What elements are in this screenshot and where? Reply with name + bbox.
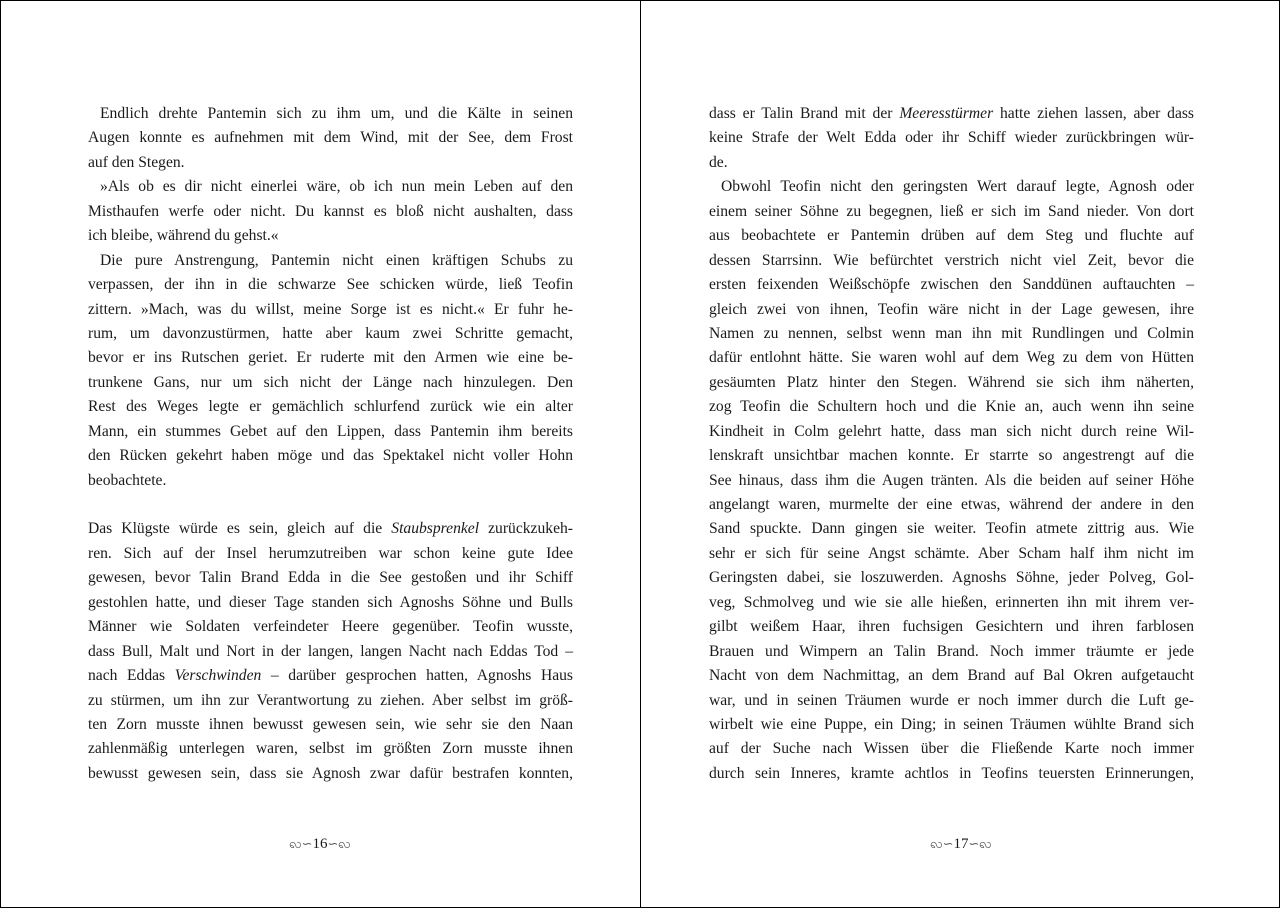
line-text: angelangt waren, murmelte der eine etwas, während der andere in den: [709, 496, 1194, 513]
text-line: [88, 762, 573, 786]
line-text: Endlich drehte Pantemin sich zu ihm um, und die Kälte in seinen: [100, 105, 573, 122]
line-text: trunkene Gans, nur um sich nicht der Länge nach hinzulegen. Den: [88, 373, 573, 391]
text-line: [709, 322, 1194, 346]
text-line: [88, 322, 573, 346]
line-text: ren. Sich auf der Insel herumzutreiben war schon keine gute Idee: [88, 544, 573, 562]
line-text: den Rücken gekehrt haben möge und das Spektakel nicht voller Hohn: [88, 447, 573, 465]
text-line: [88, 664, 573, 688]
text-line: [709, 444, 1194, 468]
line-text: Das Klügste würde es sein, gleich auf die: [88, 520, 392, 538]
text-line: [88, 200, 573, 224]
line-text: Nacht von dem Nachmittag, an dem Brand auf Bal Okren aufgetaucht: [709, 667, 1194, 685]
text-line: [709, 542, 1194, 566]
text-line: [709, 395, 1194, 419]
line-text: Misthaufen werfe oder nicht. Du kannst es bloß nicht aushalten, dass: [88, 202, 573, 220]
italic-title: Staubsprenkel: [391, 520, 480, 538]
text-line: [709, 469, 1194, 493]
text-line: [709, 737, 1194, 761]
italic-title: Meeresstürmer: [899, 105, 994, 122]
line-text: zurückzukeh-: [479, 520, 573, 538]
line-text: de.: [709, 153, 728, 171]
text-line: [709, 249, 1194, 273]
text-line: [709, 517, 1194, 541]
line-text: gesäumten Platz hinter den Stegen. Während sie sich ihm näherten,: [709, 373, 1194, 391]
line-text: durch sein Inneres, kramte achtlos in Teofins teuersten Erinnerungen,: [709, 764, 1194, 782]
text-line: [709, 689, 1194, 713]
line-text: rum, um davonzustürmen, hatte aber kaum zwei Schritte gemacht,: [88, 324, 573, 342]
line-text: dafür entlohnt hätte. Sie waren wohl auf dem Weg zu dem von Hütten: [709, 349, 1194, 367]
text-line: [88, 224, 573, 248]
line-text: verpassen, der ihn in die schwarze See schicken würde, ließ Teofin: [88, 276, 573, 294]
text-line: [88, 444, 573, 468]
text-line: [88, 542, 573, 566]
line-text: Männer wie Soldaten verfeindeter Heere gegenüber. Teofin wusste,: [88, 618, 573, 636]
line-text: Obwohl Teofin nicht den geringsten Wert darauf legte, Agnosh oder: [721, 178, 1194, 196]
ornament-left-icon: ꩮ∽: [930, 836, 954, 851]
line-text: ich bleibe, während du gehst.«: [88, 227, 279, 245]
text-line: [88, 151, 573, 175]
line-text: Geringsten dabei, sie loszuwerden. Agnoshs Söhne, jeder Polveg, Gol-: [709, 569, 1194, 587]
line-text: lenskraft unsichtbar machen konnte. Er starrte so angestrengt auf die: [709, 447, 1194, 465]
text-line: [88, 615, 573, 639]
ornament-right-icon: ∽ꩮ: [968, 836, 992, 851]
text-line: [709, 224, 1194, 248]
text-line: [709, 664, 1194, 688]
text-line: [88, 273, 573, 297]
line-text: ersten feixenden Weißschöpfe zwischen den Sanddünen auftauchten –: [709, 276, 1194, 294]
text-line: [709, 346, 1194, 370]
line-text: dass er Talin Brand mit der: [709, 105, 900, 122]
line-text: wirbelt wie eine Puppe, ein Ding; in seinen Träumen wühlte Brand sich: [709, 715, 1194, 733]
page-number: 17: [953, 836, 969, 852]
line-text: bevor er ins Rutschen geriet. Er ruderte mit den Armen wie eine be-: [88, 349, 573, 367]
line-text: auf den Stegen.: [88, 153, 185, 171]
line-text: Die pure Anstrengung, Pantemin nicht einen kräftigen Schubs zu: [100, 251, 573, 269]
line-text: gleich zwei von ihnen, Teofin wäre nicht in der Lage gewesen, ihre: [709, 300, 1194, 318]
text-line: [709, 640, 1194, 664]
line-text: Sand spuckte. Dann gingen sie weiter. Teofin atmete zittrig aus. Wie: [709, 520, 1194, 538]
text-line: [88, 371, 573, 395]
right-page-text: [709, 102, 1194, 786]
line-text: einem seiner Söhne zu begegnen, ließ er sich im Sand nieder. Von dort: [709, 202, 1194, 220]
text-line: [88, 126, 573, 150]
text-line: [709, 591, 1194, 615]
text-line: [88, 249, 573, 273]
text-line: [709, 298, 1194, 322]
line-text: nach Eddas: [88, 667, 175, 685]
text-line: [88, 420, 573, 444]
page-number-right: [641, 836, 1280, 855]
text-line: [709, 200, 1194, 224]
line-text: Brauen und Wimpern an Talin Brand. Noch immer träumte er jede: [709, 642, 1194, 660]
text-line: [709, 420, 1194, 444]
line-text: Kindheit in Colm gelehrt hatte, dass man sich nicht durch reine Wil-: [709, 422, 1194, 440]
line-text: gewesen, bevor Talin Brand Edda in die See gestoßen und ihr Schiff: [88, 569, 573, 587]
text-line: [709, 126, 1194, 150]
line-text: zu stürmen, um ihn zur Verantwortung zu ziehen. Aber selbst im größ-: [88, 691, 573, 709]
line-text: Rest des Weges legte er gemächlich schlurfend zurück wie ein alter: [88, 398, 573, 416]
text-line: [88, 517, 573, 541]
text-line: [88, 591, 573, 615]
text-line: [709, 371, 1194, 395]
line-text: hatte ziehen lassen, aber dass: [993, 105, 1194, 122]
text-line: [709, 493, 1194, 517]
line-text: Augen konnte es aufnehmen mit dem Wind, mit der See, dem Frost: [88, 129, 573, 147]
line-text: keine Strafe der Welt Edda oder ihr Schiff wieder zurückbringen wür-: [709, 129, 1194, 147]
line-text: veg, Schmolveg und wie sie alle hießen, erinnerten ihn mit ihrem ver-: [709, 593, 1194, 611]
right-page: [641, 0, 1280, 908]
text-line: [88, 737, 573, 761]
ornament-right-icon: ∽ꩮ: [327, 836, 351, 851]
text-line: [88, 713, 573, 737]
text-line: [88, 298, 573, 322]
text-line: [88, 566, 573, 590]
line-text: bewusst gewesen sein, dass sie Agnosh zwar dafür bestrafen konnten,: [88, 764, 573, 782]
line-text: »Als ob es dir nicht einerlei wäre, ob ich nun mein Leben auf den: [100, 178, 573, 196]
line-text: gilbt weißem Haar, ihren fuchsigen Gesichtern und ihren farblosen: [709, 618, 1194, 636]
left-page-text: [88, 102, 573, 786]
text-line: [88, 469, 573, 493]
line-text: war, und in seinen Träumen wurde er noch immer durch die Luft ge-: [709, 691, 1194, 709]
text-line: [88, 346, 573, 370]
line-text: beobachtete.: [88, 471, 167, 489]
line-text: aus beobachtete er Pantemin drüben auf dem Steg und fluchte auf: [709, 227, 1194, 245]
page-number: 16: [312, 836, 328, 852]
line-text: zog Teofin die Schultern hoch und die Knie an, auch wenn ihn seine: [709, 398, 1194, 416]
text-line: [709, 713, 1194, 737]
ornament-left-icon: ꩮ∽: [289, 836, 313, 851]
text-line: [88, 640, 573, 664]
line-text: Mann, ein stummes Gebet auf den Lippen, dass Pantemin ihm bereits: [88, 422, 573, 440]
paragraph-break: [88, 493, 573, 517]
text-line: [709, 102, 1194, 126]
italic-title: Verschwinden: [174, 667, 262, 685]
text-line: [88, 175, 573, 199]
text-line: [709, 273, 1194, 297]
text-line: [88, 689, 573, 713]
line-text: Namen zu nennen, selbst wenn man ihn mit Rundlingen und Colmin: [709, 324, 1194, 342]
line-text: auf der Suche nach Wissen über die Fließende Karte noch immer: [709, 740, 1194, 758]
line-text: gestohlen hatte, und dieser Tage standen sich Agnoshs Söhne und Bulls: [88, 593, 573, 611]
line-text: ten Zorn musste ihnen bewusst gewesen sein, wie sehr sie den Naan: [88, 715, 573, 733]
text-line: [709, 615, 1194, 639]
text-line: [88, 102, 573, 126]
page-number-left: [0, 836, 640, 855]
text-line: [88, 395, 573, 419]
text-line: [709, 151, 1194, 175]
line-text: dass Bull, Malt und Nort in der langen, langen Nacht nach Eddas Tod –: [88, 642, 573, 660]
line-text: zittern. »Mach, was du willst, meine Sorge ist es nicht.« Er fuhr he-: [88, 300, 573, 318]
text-line: [709, 566, 1194, 590]
line-text: – darüber gesprochen hatten, Agnoshs Haus: [261, 667, 573, 685]
line-text: See hinaus, dass ihm die Augen tränten. Als die beiden auf seiner Höhe: [709, 471, 1194, 489]
line-text: sehr er sich für seine Angst schämte. Aber Scham half ihm nicht im: [709, 544, 1194, 562]
text-line: [709, 175, 1194, 199]
text-line: [709, 762, 1194, 786]
line-text: dessen Starrsinn. Wie befürchtet verstrich nicht viel Zeit, bevor die: [709, 251, 1194, 269]
line-text: zahlenmäßig unterlegen waren, selbst im größten Zorn musste ihnen: [88, 740, 573, 758]
